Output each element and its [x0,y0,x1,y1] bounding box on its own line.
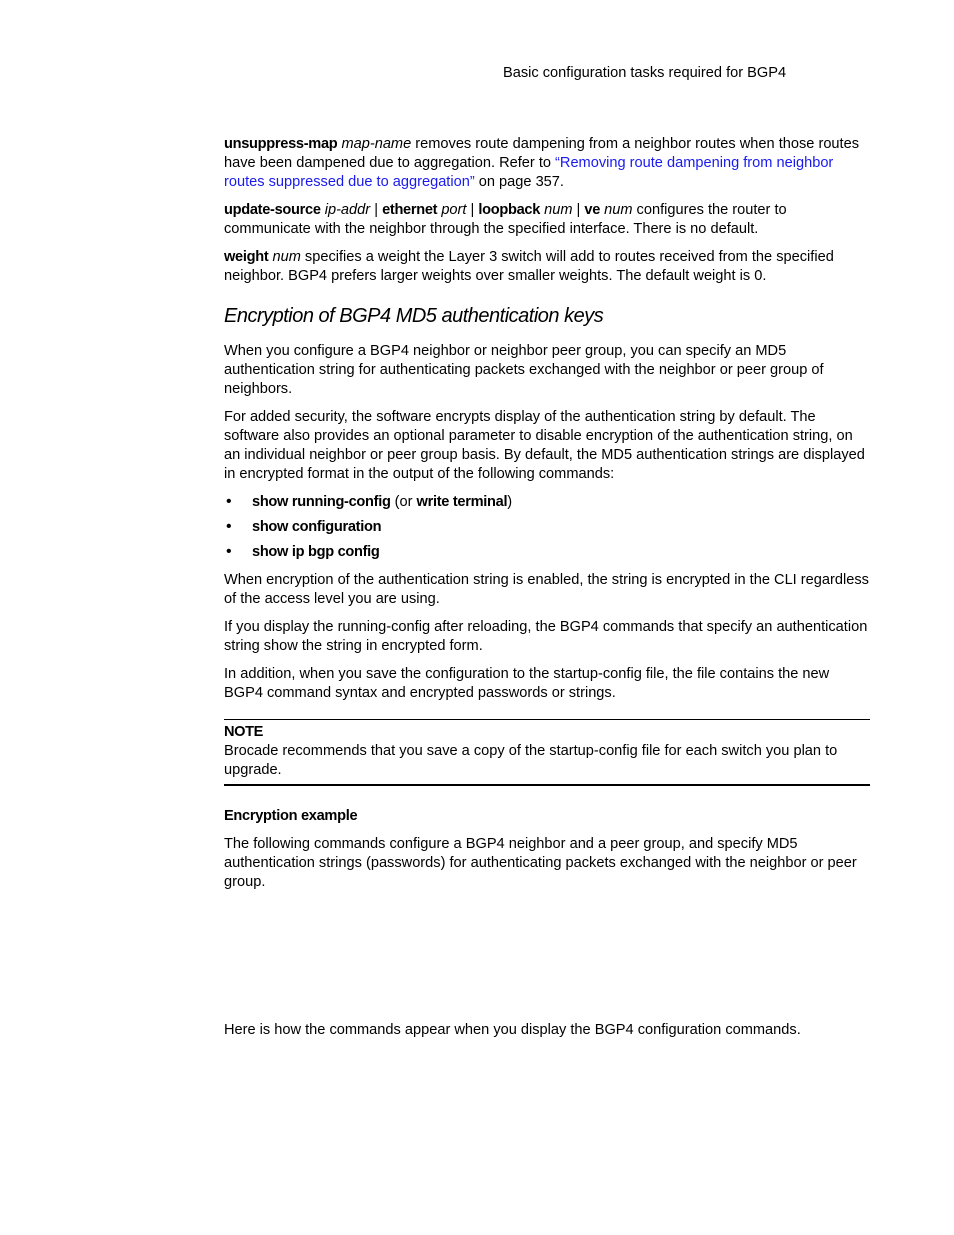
param-text: on page 357. [474,174,564,190]
list-item [224,518,870,537]
bullet-icon: • [226,543,232,560]
keyword-ethernet: ethernet [382,202,438,218]
note-heading: NOTE [224,724,263,740]
arg-ip-addr: ip-addr [324,202,371,218]
param-text: configures the router to communicate with the neighbor through the specified interface. There is no default. [224,202,787,237]
code-example-placeholder [224,901,870,1021]
list-item [224,543,870,562]
command-name: write terminal [416,494,508,510]
paragraph: Here is how the commands appear when you display the BGP4 configuration commands. [224,1022,801,1038]
keyword-ve: ve [584,202,601,218]
cross-reference-link[interactable]: “Removing route dampening from neighbor routes suppressed due to aggregation” [224,155,834,190]
param-unsuppress-map [224,135,870,192]
arg-port: port [441,202,467,218]
paragraph: When encryption of the authentication string is enabled, the string is encrypted in the CLI regardless of the access level you are using. [224,572,869,607]
command-name: show ip bgp config [252,544,380,560]
bullet-icon: • [226,518,232,535]
keyword-update-source: update-source [224,202,321,218]
section-heading: Encryption of BGP4 MD5 authentication keys [224,305,604,327]
param-text: removes route dampening from a neighbor routes when those routes have been dampened due to aggregation. Refer to [224,136,860,171]
keyword-unsuppress-map: unsuppress-map [224,136,338,152]
separator: | [572,202,585,218]
list-text: (or [390,494,417,510]
keyword-loopback: loopback [478,202,541,218]
list-item [224,493,870,512]
bullet-icon: • [226,493,232,510]
arg-num: num [272,249,301,265]
command-list [224,493,870,562]
command-name: show running-config [252,494,391,510]
paragraph: The following commands configure a BGP4 neighbor and a peer group, and specify MD5 authentication strings (passwords) for authenticating packets exchanged with the neighbor or peer group. [224,836,857,890]
list-text: ) [507,494,513,510]
page-content [224,135,870,1049]
subsection-heading: Encryption example [224,808,358,824]
arg-num: num [544,202,573,218]
note-box [224,719,870,786]
paragraph: For added security, the software encrypts display of the authentication string by default. The software also provides an optional parameter to disable encryption of the authentication string, on an individual neighbor or peer group basis. By default, the MD5 authentication strings are displayed in encrypted format in the output of the following commands: [224,409,865,482]
paragraph: If you display the running-config after reloading, the BGP4 commands that specify an authentication string show the string in encrypted form. [224,619,868,654]
note-text: Brocade recommends that you save a copy of the startup-config file for each switch you plan to upgrade. [224,743,838,778]
separator: | [370,202,383,218]
param-weight [224,248,870,286]
separator: | [466,202,479,218]
command-name: show configuration [252,519,382,535]
param-text: specifies a weight the Layer 3 switch will add to routes received from the specified neighbor. BGP4 prefers larger weights over smaller weights. The default weight is 0. [224,249,834,284]
running-header: Basic configuration tasks required for BGP4 [503,65,787,81]
param-update-source [224,201,870,239]
paragraph: In addition, when you save the configuration to the startup-config file, the file contains the new BGP4 command syntax and encrypted passwords or strings. [224,666,830,701]
keyword-weight: weight [224,249,269,265]
arg-num: num [604,202,633,218]
arg-map-name: map-name [341,136,412,152]
paragraph: When you configure a BGP4 neighbor or neighbor peer group, you can specify an MD5 authentication string for authenticating packets exchanged with the neighbor or peer group of neighbors. [224,343,824,397]
